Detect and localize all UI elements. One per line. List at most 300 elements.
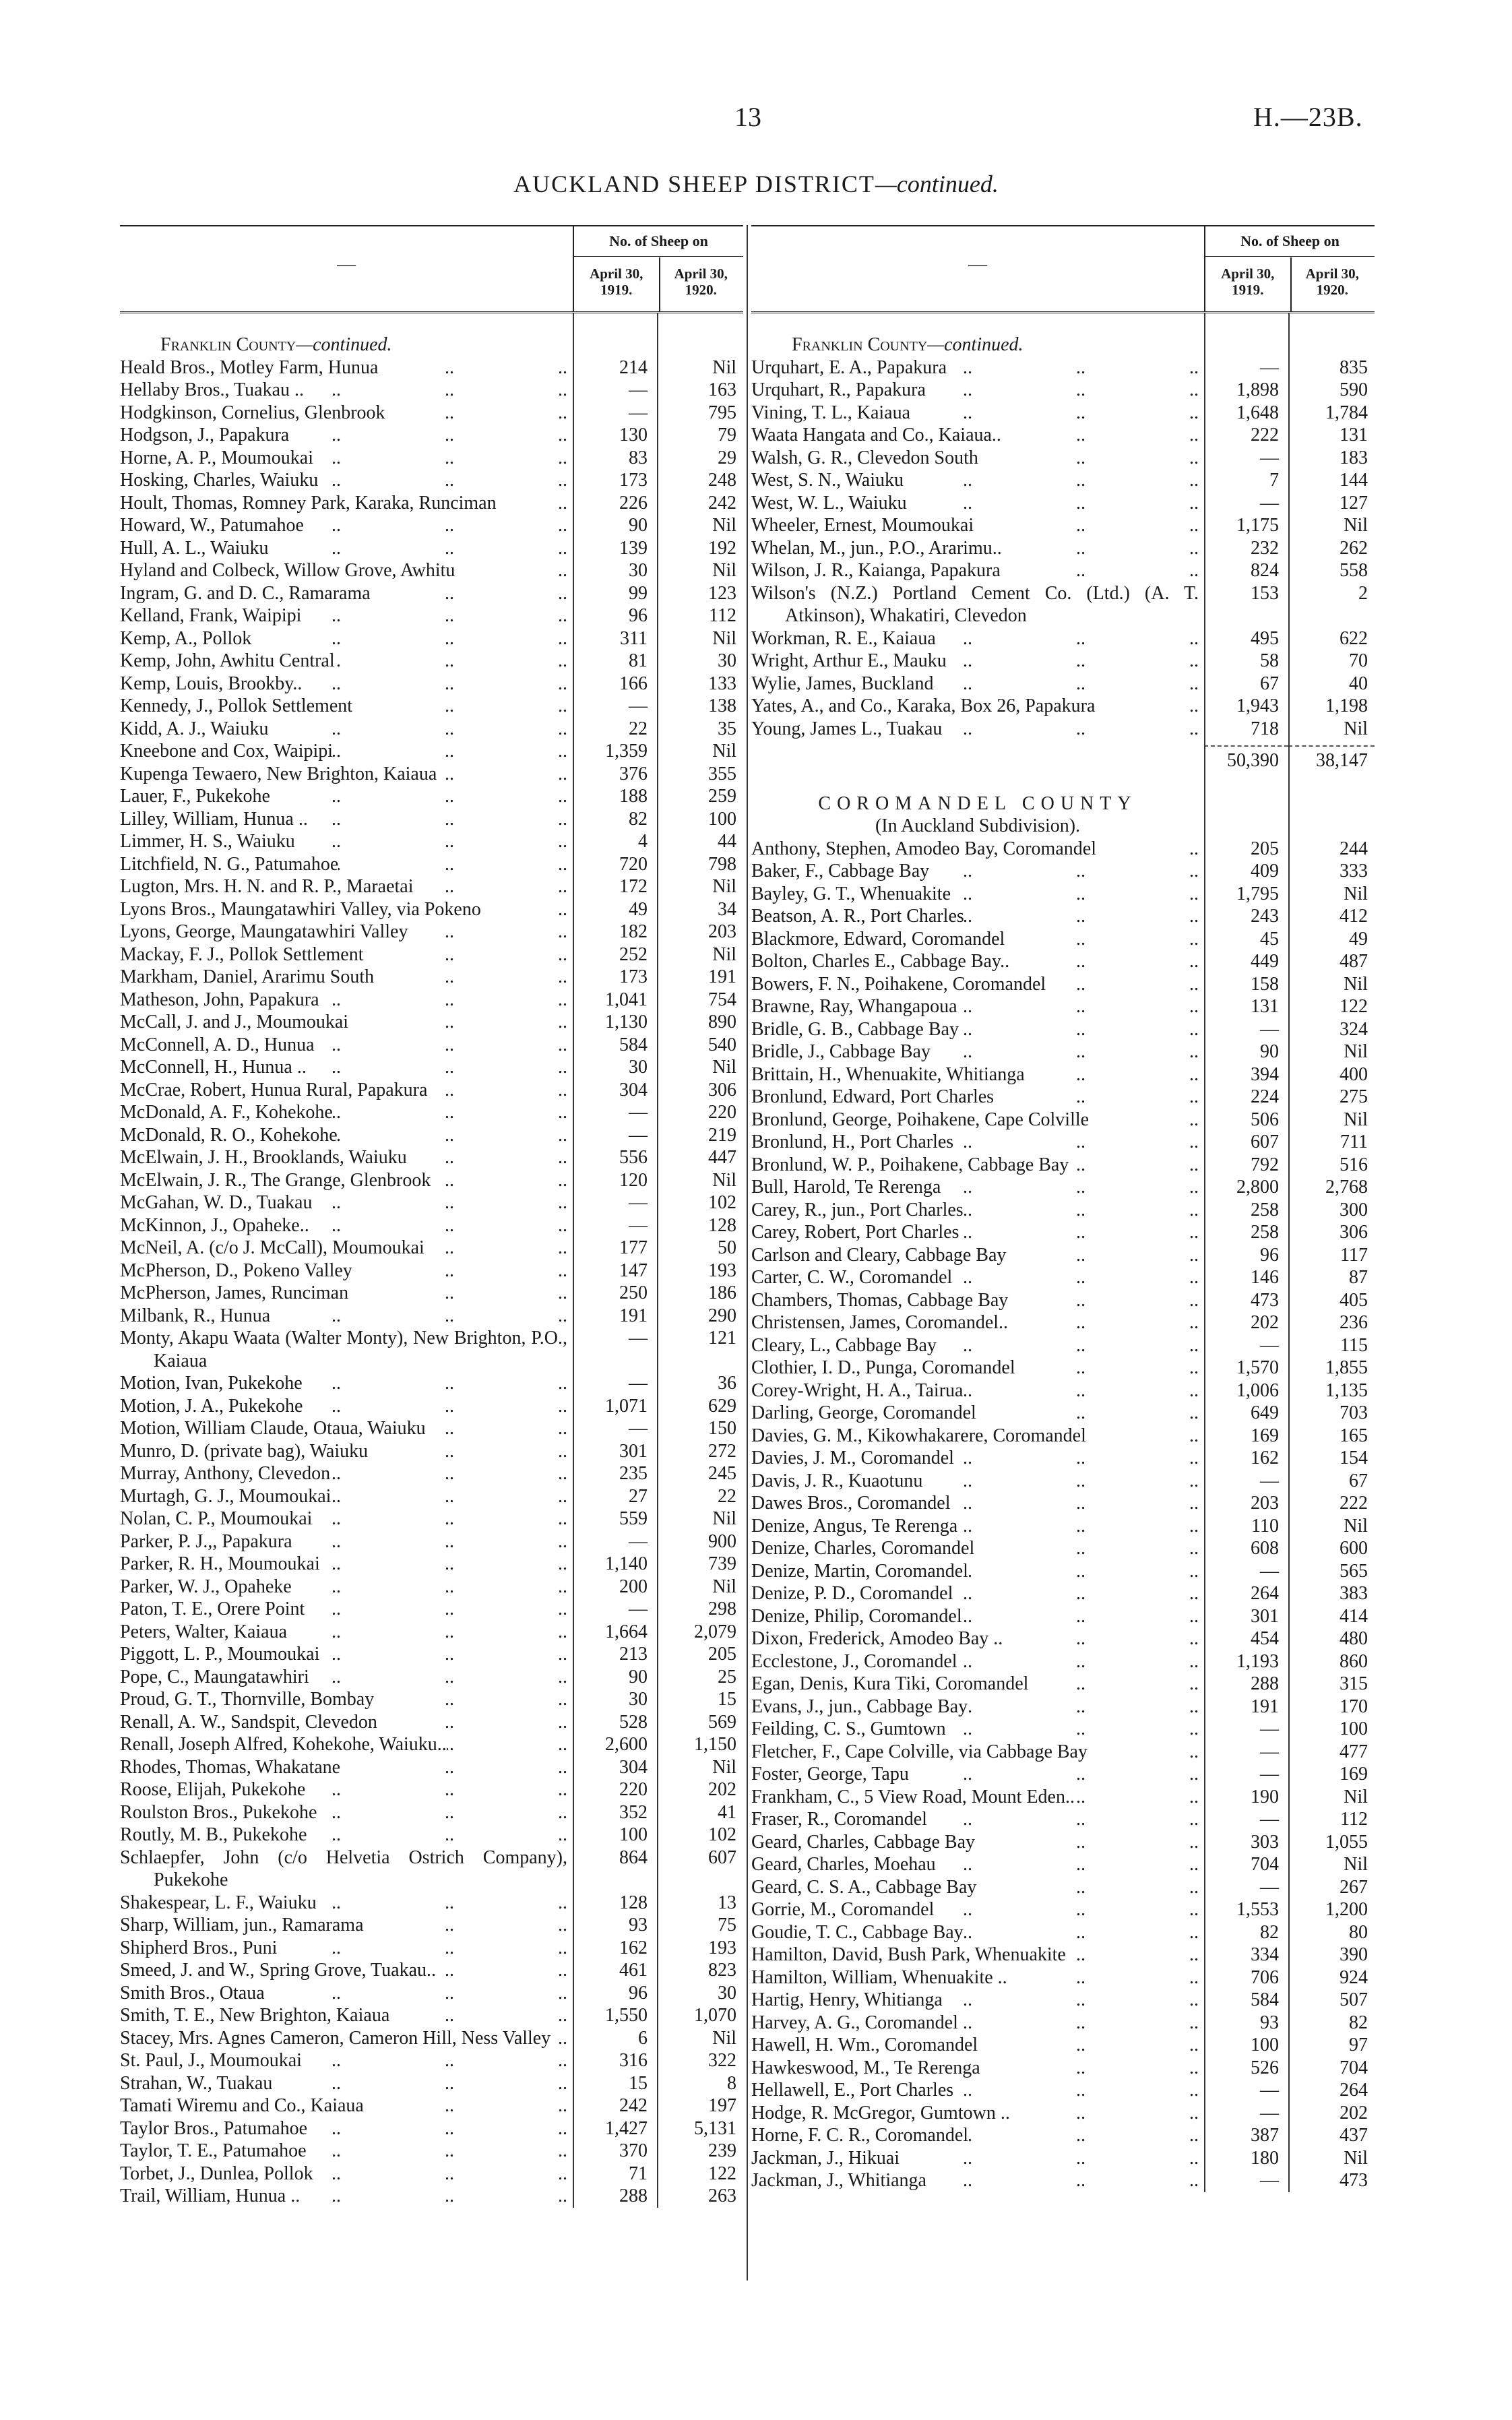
table-body: [751, 313, 1375, 2192]
sheep-1919: 304: [619, 1079, 648, 1100]
sheep-1919: 158: [1251, 973, 1279, 995]
sheep-1920: 2,079: [694, 1621, 736, 1642]
holder-cell: [751, 2012, 1204, 2035]
table-row: [120, 356, 743, 379]
sheep-1919: 556: [619, 1147, 648, 1168]
table-row: [120, 1643, 743, 1666]
leader-dots: [1015, 1357, 1199, 1379]
sheep-1920: 30: [718, 650, 736, 671]
sheep-1919: 226: [619, 492, 648, 514]
holder-cell: [120, 673, 573, 695]
holder-cell: [120, 943, 573, 966]
holder-cell: [120, 1440, 573, 1463]
sheep-1919: 1,550: [605, 2005, 648, 2026]
holder-cell: [120, 2004, 573, 2027]
leader-dots: [922, 1470, 1199, 1493]
table-row: [120, 1598, 743, 1621]
sheep-1919: 250: [619, 1282, 648, 1303]
sheep-1920: 127: [1340, 492, 1368, 514]
table-row: [751, 1379, 1375, 1402]
sheep-1920: Nil: [712, 627, 736, 649]
holder-cell: [120, 1576, 573, 1599]
sheep-1919: 90: [629, 1666, 648, 1687]
leader-dots: [926, 379, 1199, 402]
sheep-1919: 99: [629, 582, 648, 604]
sheep-1920: 739: [708, 1553, 736, 1574]
holder-cell: [751, 447, 1204, 470]
holder-name: Smeed, J. and W., Spring Grove, Tuakau..: [120, 1960, 436, 1981]
sheep-1919: 1,359: [605, 741, 648, 762]
sheep-1919: 128: [619, 1892, 648, 1913]
leader-dots: [303, 1372, 567, 1395]
sheep-1920: Nil: [1344, 515, 1368, 536]
sheep-1920: 112: [709, 605, 736, 626]
sheep-1919: 4: [638, 831, 648, 852]
sheep-1920: 165: [1340, 1425, 1368, 1446]
holder-cell: [120, 1530, 573, 1553]
holder-cell: [120, 1937, 573, 1960]
holder-name: McCrae, Robert, Hunua Rural, Papakura: [120, 1079, 428, 1100]
holder-name: Nolan, C. P., Moumoukai: [120, 1508, 313, 1529]
table-row: [120, 1688, 743, 1711]
table-header: [751, 225, 1375, 313]
holder-cell: [120, 2049, 573, 2072]
sheep-1920: 44: [718, 831, 736, 852]
holder-cell: [120, 1260, 573, 1282]
sheep-1919: 704: [1251, 1854, 1279, 1875]
leader-dots: [943, 1989, 1199, 2012]
sheep-1919: 506: [1251, 1109, 1279, 1130]
table-row: [751, 718, 1375, 741]
table-row: [120, 1530, 743, 1553]
name-column-header: —: [337, 254, 356, 275]
leader-dots: [317, 1892, 567, 1915]
holder-name: Hamilton, William, Whenuakite ..: [751, 1966, 1007, 1988]
sheep-1919: 1,648: [1236, 402, 1279, 423]
holder-cell: [120, 1598, 573, 1621]
holder-cell: [751, 905, 1204, 928]
holder-name: Mackay, F. J., Pollok Settlement: [120, 943, 364, 965]
table-row: [120, 785, 743, 808]
holder-name: Hamilton, David, Bush Park, Whenuakite: [751, 1944, 1066, 1965]
sheep-1919: 1,006: [1236, 1379, 1279, 1401]
leader-dots: [481, 898, 567, 921]
table-row: [120, 1982, 743, 2005]
holder-name: Smith, T. E., New Brighton, Kaiaua: [120, 2005, 390, 2026]
table-row: [120, 1146, 743, 1169]
leader-dots: [304, 379, 567, 402]
holder-name: Taylor Bros., Patumahoe: [120, 2117, 307, 2139]
sheep-1919: 1,175: [1236, 515, 1279, 536]
table-row: [751, 2057, 1375, 2080]
sheep-1920: 473: [1340, 2170, 1368, 2191]
holder-cell: [120, 402, 573, 425]
sheep-1920: 629: [708, 1395, 736, 1417]
holder-cell: [751, 718, 1204, 741]
sheep-1920: 558: [1340, 560, 1368, 581]
holder-cell: [751, 1560, 1204, 1583]
sheep-1919: 169: [1251, 1425, 1279, 1446]
holder-cell: [120, 1711, 573, 1734]
leader-dots: [947, 650, 1199, 673]
leader-dots: [364, 1914, 568, 1937]
sheep-1919: 222: [1251, 425, 1279, 445]
sheep-1920: Nil: [1344, 883, 1368, 904]
sheep-count-header: [573, 226, 743, 311]
leader-dots: [312, 1508, 567, 1530]
holder-name: Whelan, M., jun., P.O., Ararimu..: [751, 537, 1002, 559]
leader-dots: [959, 1221, 1199, 1244]
sheep-1919: 190: [1251, 1786, 1279, 1807]
holder-cell: [751, 514, 1204, 537]
sheep-1920: 202: [1340, 2102, 1368, 2123]
holder-name: Bolton, Charles E., Cabbage Bay..: [751, 951, 1010, 972]
table-row: [120, 2140, 743, 2163]
holder-name: Waata Hangata and Co., Kaiaua..: [751, 425, 1001, 445]
sheep-1919: 584: [1251, 1989, 1279, 2010]
holder-cell: [120, 559, 573, 582]
sheep-1919: 243: [1251, 906, 1279, 927]
table-row: [751, 559, 1375, 582]
leader-dots: [300, 2185, 567, 2208]
leader-dots: [974, 1537, 1199, 1560]
table-row: [751, 1086, 1375, 1109]
sheep-1920: 245: [708, 1463, 736, 1484]
leader-dots: [436, 1959, 567, 1982]
holder-cell: [120, 1508, 573, 1530]
sheep-1919: —: [1260, 356, 1279, 378]
sheep-1920: 193: [708, 1937, 736, 1958]
holder-name: Kupenga Tewaero, New Brighton, Kaiaua: [120, 763, 437, 784]
table-row: [751, 883, 1375, 906]
holder-name: Cleary, L., Cabbage Bay: [751, 1334, 937, 1356]
leader-dots: [268, 537, 567, 560]
holder-cell: [751, 860, 1204, 883]
leader-dots: [964, 1199, 1199, 1222]
holder-name: Hellawell, E., Port Charles: [751, 2080, 954, 2101]
holder-name: Kidd, A. J., Waiuku: [120, 718, 269, 739]
holder-cell: [751, 2169, 1204, 2192]
table-row: [751, 1425, 1375, 1448]
table-row: [751, 582, 1375, 627]
sheep-1919: —: [629, 1214, 648, 1236]
holder-name: Anthony, Stephen, Amodeo Bay, Coromandel: [751, 838, 1096, 859]
sheep-1919: 1,071: [605, 1395, 648, 1417]
sheep-1919: 454: [1251, 1628, 1279, 1649]
sheep-1920: 703: [1340, 1402, 1368, 1423]
holder-name: Jackman, J., Hikuai: [751, 2147, 900, 2169]
sheep-1919: 1,130: [605, 1012, 648, 1032]
sheep-1920: 170: [1340, 1696, 1368, 1717]
leader-dots: [976, 1876, 1199, 1899]
table-row: [751, 627, 1375, 650]
leader-dots: [389, 2004, 567, 2027]
table-row: [751, 838, 1375, 861]
sheep-1919: 162: [1251, 1448, 1279, 1468]
leader-dots: [980, 2057, 1199, 2080]
holder-cell: [751, 1199, 1204, 1222]
holder-name: Milbank, R., Hunua: [120, 1305, 271, 1326]
leader-dots: [313, 447, 567, 470]
sheep-1919: 288: [1251, 1673, 1279, 1694]
holder-cell: [120, 1666, 573, 1689]
table-row: [751, 2079, 1375, 2102]
holder-cell: [751, 1109, 1204, 1131]
sheep-1920: 112: [1340, 1809, 1368, 1830]
holder-name: Chambers, Thomas, Cabbage Bay: [751, 1289, 1009, 1311]
leader-dots: [333, 740, 567, 763]
table-row: [751, 950, 1375, 973]
sheep-1920: 50: [718, 1237, 736, 1258]
table-row: [751, 1627, 1375, 1650]
sheep-1919: 304: [619, 1756, 648, 1778]
leader-dots: [272, 2072, 567, 2095]
sheep-1920: 40: [1349, 673, 1368, 694]
table-row: [751, 1063, 1375, 1086]
table-row: [751, 2124, 1375, 2147]
sheep-1920: 2,768: [1325, 1177, 1368, 1198]
leader-dots: [968, 2124, 1199, 2147]
leader-dots: [309, 1214, 567, 1237]
leader-dots: [934, 1898, 1199, 1921]
table-row: [751, 673, 1375, 695]
sheep-1920: 36: [718, 1373, 736, 1394]
holder-cell: [120, 514, 573, 537]
sheep-1920: Nil: [1344, 718, 1368, 739]
sheep-1919: 200: [619, 1576, 648, 1597]
sheep-1920: 322: [708, 2050, 736, 2071]
leader-dots: [958, 2012, 1199, 2035]
leader-dots: [953, 1131, 1199, 1154]
holder-name: McKinnon, J., Opaheke..: [120, 1214, 309, 1236]
table-row: [120, 695, 743, 718]
holder-name: Hawkeswood, M., Te Rerenga: [751, 2057, 980, 2078]
holder-cell: [751, 469, 1204, 492]
leader-dots: [371, 582, 567, 605]
leader-dots: [1003, 1627, 1199, 1650]
table-row: [120, 808, 743, 831]
sheep-1919: 191: [619, 1305, 648, 1326]
left-table: [120, 225, 743, 2208]
leader-dots: [957, 995, 1199, 1018]
table-row: [751, 1154, 1375, 1177]
holder-cell: [751, 1876, 1204, 1899]
holder-name: Hull, A. L., Waiuku: [120, 537, 269, 559]
table-row: [751, 1470, 1375, 1493]
sheep-1919: 6: [638, 2027, 648, 2049]
sheep-1919: 706: [1251, 1966, 1279, 1988]
table-row: [120, 537, 743, 560]
holder-name: Stacey, Mrs. Agnes Cameron, Cameron Hill, Ness Valley: [120, 2027, 551, 2049]
leader-dots: [364, 2095, 567, 2117]
row-list: [751, 356, 1375, 741]
table-row: [120, 1056, 743, 1079]
leader-dots: [1001, 559, 1199, 582]
holder-name: Kelland, Frank, Waipipi: [120, 605, 302, 626]
table-row: [751, 379, 1375, 402]
sheep-1919: 100: [1251, 2035, 1279, 2055]
sheep-1920: 67: [1349, 1470, 1368, 1491]
table-header: [120, 225, 743, 313]
sheep-1919: 96: [629, 1982, 648, 2004]
table-row: [751, 1582, 1375, 1605]
sheep-1920: 412: [1340, 906, 1368, 927]
sheep-1919: 649: [1251, 1402, 1279, 1423]
sheep-1920: 390: [1340, 1944, 1368, 1965]
holder-cell: [751, 995, 1204, 1018]
leader-dots: [307, 2140, 567, 2163]
table-row: [120, 1959, 743, 1982]
table-row: [120, 2117, 743, 2140]
holder-cell: [751, 2057, 1204, 2080]
holder-cell: [120, 921, 573, 943]
sheep-1920: 186: [708, 1282, 736, 1303]
sheep-1920: 2: [1358, 582, 1368, 604]
sheep-1919: 608: [1251, 1538, 1279, 1559]
holder-cell: [751, 1741, 1204, 1764]
holder-cell: [120, 1553, 573, 1576]
holder-cell: [751, 2124, 1204, 2147]
holder-cell: [120, 808, 573, 831]
sheep-1920: Nil: [712, 943, 736, 965]
table-row: [120, 1101, 743, 1124]
holder-name: Geard, Charles, Moehau: [751, 1854, 936, 1875]
table-row: [120, 1801, 743, 1824]
table-row: [120, 943, 743, 966]
header-1920: April 30, 1920.: [674, 266, 728, 298]
sheep-1920: 306: [708, 1079, 736, 1100]
holder-cell: [751, 1921, 1204, 1944]
table-row: [751, 1786, 1375, 1809]
holder-name: Sharp, William, jun., Ramarama: [120, 1915, 364, 1935]
holder-name: Bronlund, H., Port Charles: [751, 1131, 954, 1152]
sheep-1920: 13: [718, 1892, 736, 1913]
leader-dots: [304, 514, 567, 537]
sheep-1920: 242: [708, 492, 736, 514]
sheep-1920: 324: [1340, 1018, 1368, 1040]
sheep-1920: 565: [1340, 1560, 1368, 1582]
sheep-1920: 264: [1340, 2080, 1368, 2101]
sheep-1919: 139: [619, 537, 648, 559]
sheep-1920: 477: [1340, 1741, 1368, 1762]
sheep-1920: 400: [1340, 1063, 1368, 1085]
sheep-1920: 197: [708, 2095, 736, 2116]
sheep-1919: —: [629, 1530, 648, 1552]
holder-name: Proud, G. T., Thornville, Bombay: [120, 1689, 375, 1710]
sheep-1919: —: [1260, 1718, 1279, 1739]
sheep-1920: 1,200: [1325, 1899, 1368, 1920]
sheep-1920: 1,135: [1325, 1379, 1368, 1401]
table-row: [751, 905, 1375, 928]
leader-dots: [305, 1598, 567, 1621]
sheep-1920: 205: [708, 1644, 736, 1665]
holder-name: Heald Bros., Motley Farm, Hunua: [120, 356, 379, 378]
sheep-1920: 1,150: [694, 1734, 736, 1755]
leader-dots: [1075, 1786, 1199, 1809]
holder-name: Motion, J. A., Pukekohe: [120, 1395, 303, 1417]
sheep-1919: 162: [619, 1937, 648, 1958]
holder-cell: [120, 447, 573, 470]
holder-name: Bronlund, George, Poihakene, Cape Colville: [751, 1109, 1090, 1130]
sheep-1920: 102: [708, 1824, 736, 1845]
leader-dots: [368, 1440, 567, 1463]
leader-dots: [352, 1260, 567, 1282]
header-1919: April 30, 1919.: [574, 257, 660, 311]
sheep-1920: 540: [708, 1034, 736, 1055]
table-row: [751, 1560, 1375, 1583]
holder-cell: [120, 1485, 573, 1508]
sheep-1920: Nil: [712, 515, 736, 536]
leader-dots: [1010, 2102, 1199, 2125]
leader-dots: [1086, 1425, 1199, 1448]
leader-dots: [904, 469, 1199, 492]
holder-name: Egan, Denis, Kura Tiki, Coromandel: [751, 1673, 1029, 1694]
table-row: [751, 1831, 1375, 1854]
sheep-1920: Nil: [1344, 1786, 1368, 1807]
sheep-1919: 96: [629, 605, 648, 626]
page-number: 13: [734, 102, 761, 132]
sheep-1919: 1,041: [605, 989, 648, 1010]
sheep-1919: 81: [629, 650, 648, 671]
table-row: [751, 1741, 1375, 1764]
table-row: [751, 1605, 1375, 1628]
table-row: [120, 1372, 743, 1395]
holder-name: Murray, Anthony, Clevedon: [120, 1463, 331, 1484]
leader-dots: [270, 785, 567, 808]
sheep-1919: 288: [619, 2185, 648, 2206]
holder-cell: [751, 1582, 1204, 1605]
table-row: [120, 1621, 743, 1644]
sheep-1919: 90: [629, 515, 648, 536]
sheep-1919: 130: [619, 425, 648, 445]
table-row: [120, 1485, 743, 1508]
holder-name: Schlaepfer, John (c/o Helvetia Ostrich Company), Pukekohe: [120, 1847, 567, 1890]
sheep-1920: 117: [1340, 1244, 1368, 1266]
sheep-1919: 191: [1251, 1696, 1279, 1717]
table-row: [120, 740, 743, 763]
sheep-1920: 272: [708, 1440, 736, 1462]
leader-dots: [292, 1576, 567, 1599]
sheep-1920: 835: [1340, 356, 1368, 378]
leader-dots: [308, 808, 567, 831]
leader-dots: [910, 402, 1199, 425]
leader-dots: [975, 1831, 1199, 1854]
holder-cell: [751, 1537, 1204, 1560]
sheep-1920: Nil: [1344, 1109, 1368, 1130]
table-row: [120, 763, 743, 786]
leader-dots: [374, 966, 567, 989]
holder-cell: [120, 1034, 573, 1057]
holder-cell: [120, 989, 573, 1012]
table-row: [751, 1492, 1375, 1515]
holder-name: Piggott, L. P., Moumoukai: [120, 1644, 320, 1665]
sheep-1920: 275: [1340, 1086, 1368, 1107]
sheep-1920: Nil: [1344, 2147, 1368, 2169]
table-row: [120, 650, 743, 673]
leader-dots: [414, 875, 567, 898]
holder-name: Goudie, T. C., Cabbage Bay: [751, 1921, 964, 1943]
sheep-1919: 147: [619, 1260, 648, 1281]
holder-name: Bronlund, W. P., Poihakene, Cabbage Bay: [751, 1154, 1069, 1175]
table-row: [751, 2012, 1375, 2035]
leader-dots: [352, 695, 567, 718]
holder-cell: [751, 1966, 1204, 1989]
holder-cell: [751, 1605, 1204, 1628]
table-row: [751, 1537, 1375, 1560]
sheep-1919: —: [1260, 492, 1279, 514]
sheep-1920: 298: [708, 1599, 736, 1619]
leader-dots: [1088, 1741, 1199, 1764]
